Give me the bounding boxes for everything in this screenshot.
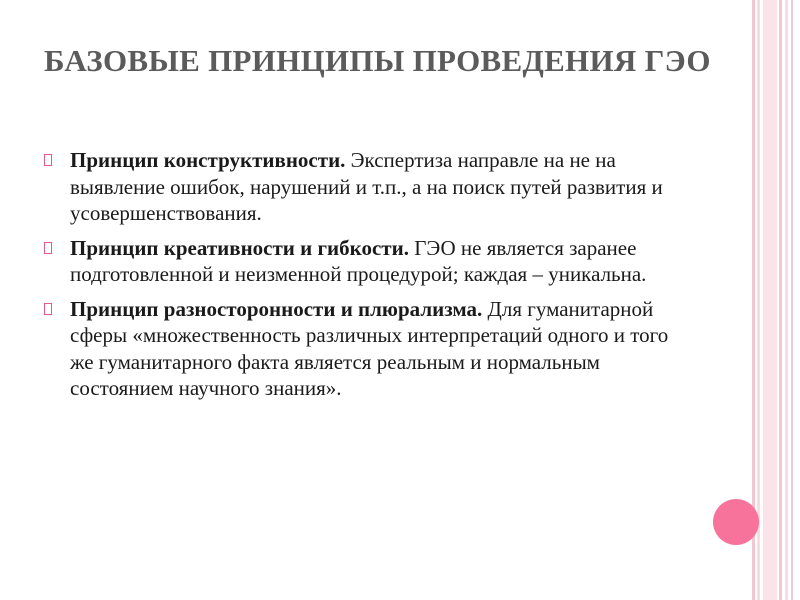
square-bullet-icon [44, 303, 52, 315]
bullet-item-pluralism [44, 296, 694, 402]
decorative-stripe [791, 0, 793, 600]
bullet-item-creativity [44, 235, 694, 288]
decorative-stripe [785, 0, 788, 600]
bullet-list [44, 147, 694, 410]
square-bullet-icon [44, 154, 52, 166]
decorative-stripe [763, 0, 777, 600]
bullet-text: Экспертиза направле на не на выявление ошибок, нарушений и т.п., а на поиск путей развития и усовершенствования. [70, 148, 663, 225]
bullet-heading: Принцип конструктивности. [70, 148, 346, 172]
bullet-item-constructiveness [44, 147, 694, 227]
bullet-text: ГЭО не является заранее подготовленной и неизменной процедурой; каждая – уникальна. [70, 235, 647, 286]
bullet-heading: Принцип разносторонности и плюрализма. [70, 296, 483, 321]
pink-circle-icon [713, 499, 759, 545]
slide-title: БАЗОВЫЕ ПРИНЦИПЫ ПРОВЕДЕНИЯ ГЭО [44, 43, 711, 78]
decorative-stripe [779, 0, 782, 600]
bullet-heading: Принцип креативности и гибкости. [70, 235, 409, 260]
bullet-text: Для гуманитарной сферы «множественность различных интерпретаций одного и того же гуманитарного факта является реальным и нормальным состоянием научного знания». [70, 296, 669, 400]
square-bullet-icon [44, 242, 52, 254]
decorative-stripe [757, 0, 760, 600]
